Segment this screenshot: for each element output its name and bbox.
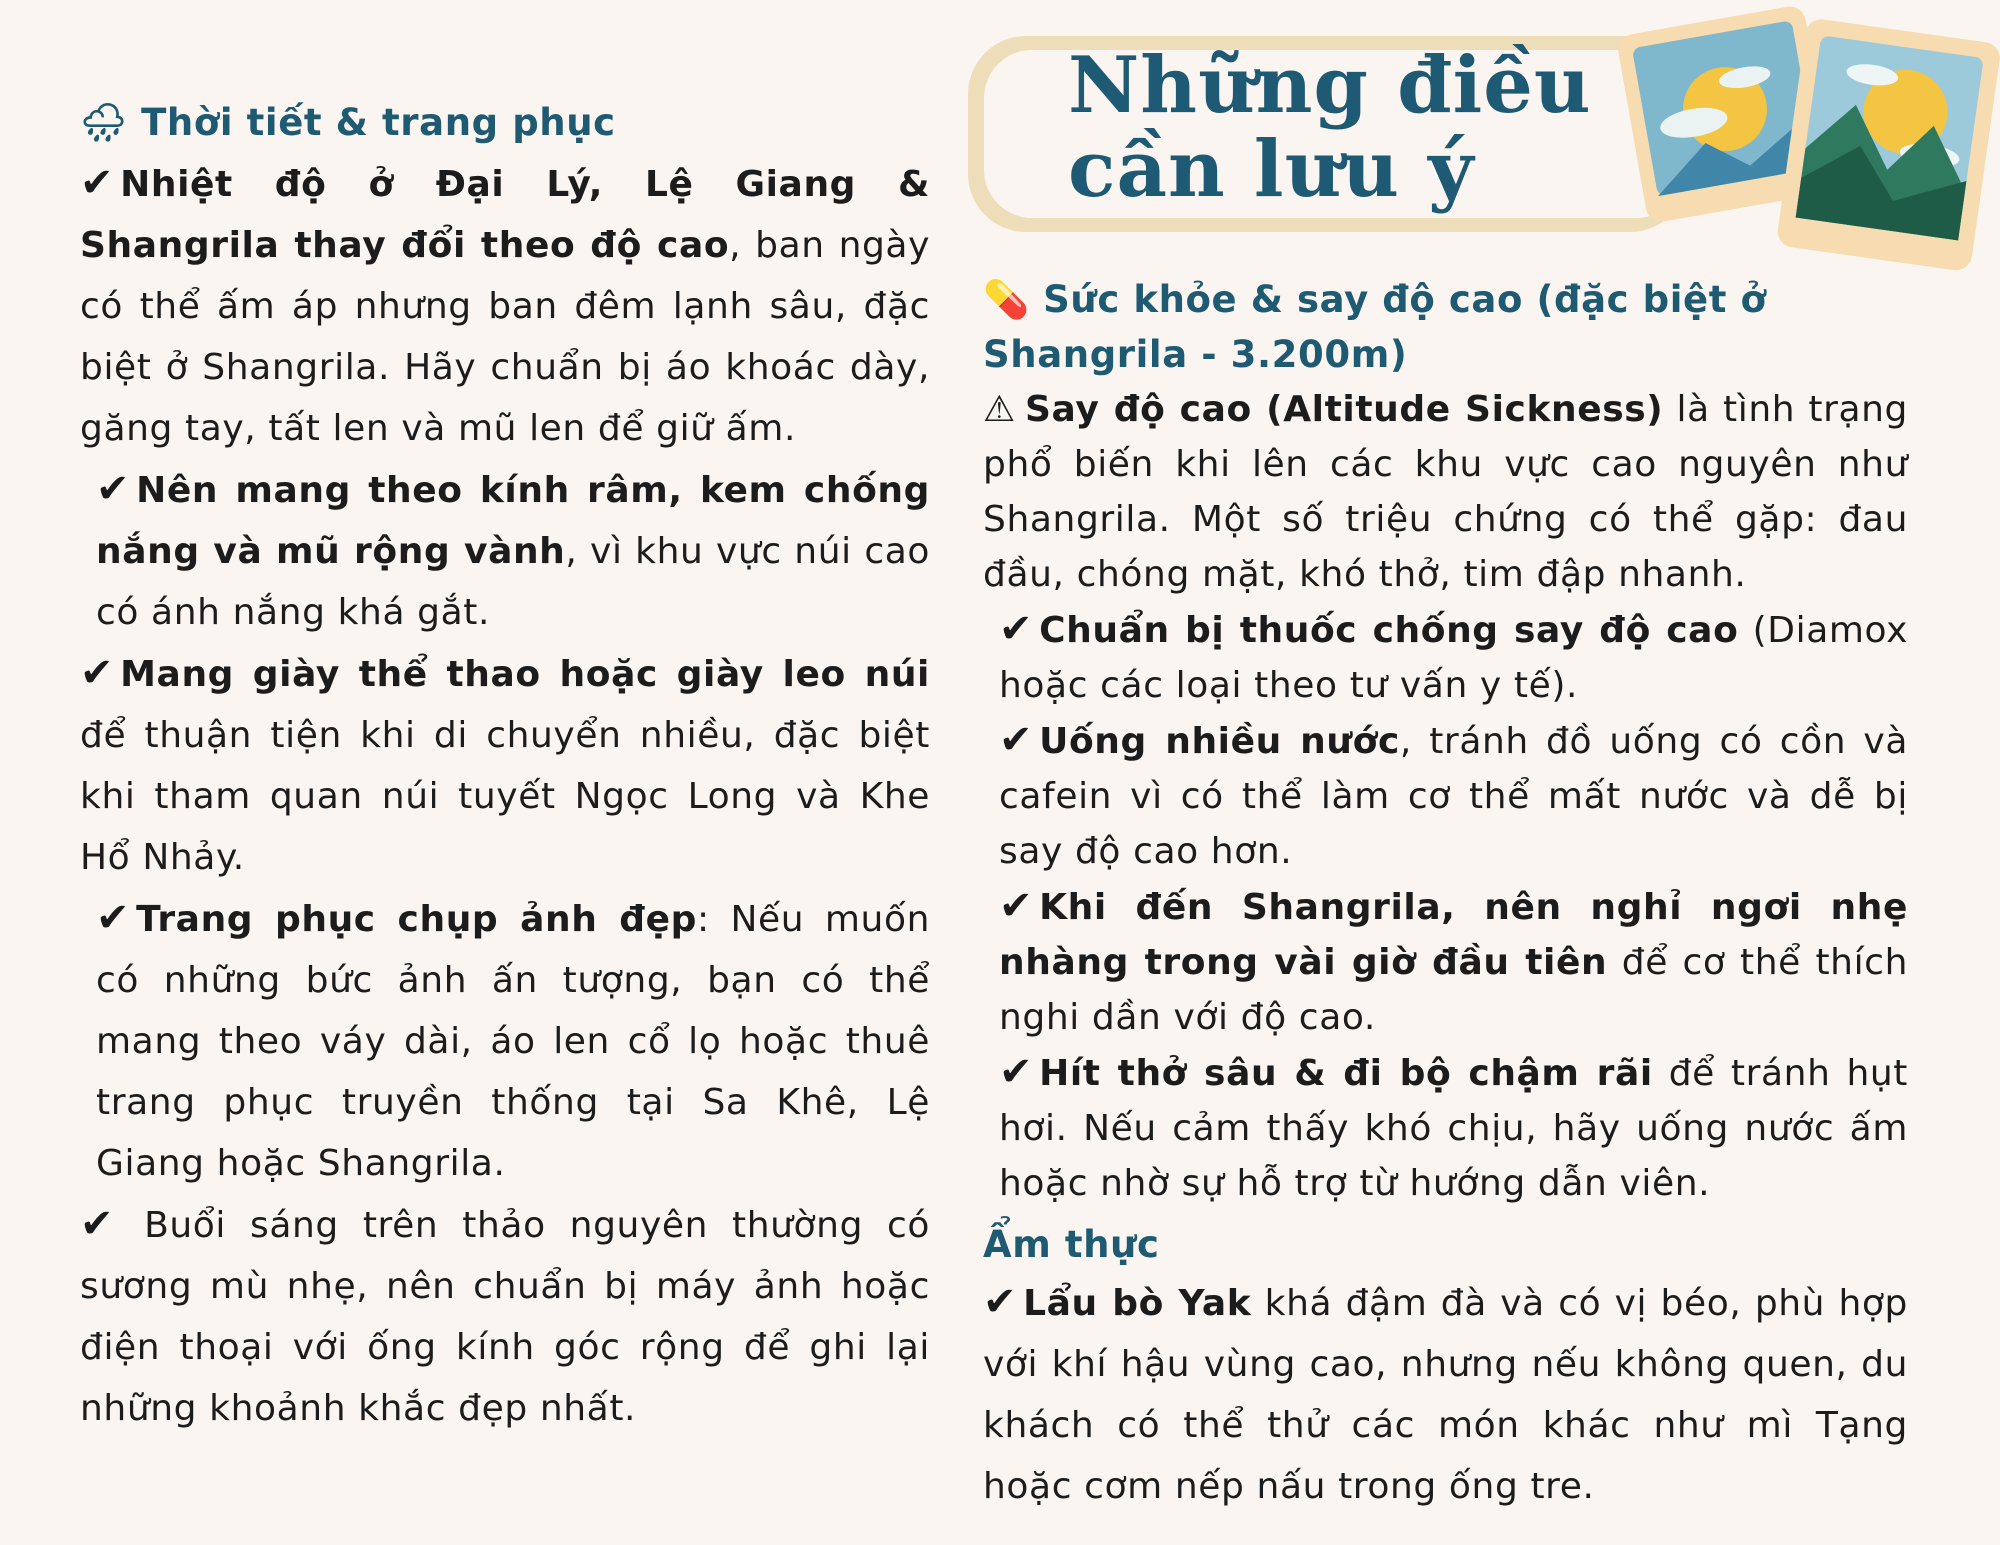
photo-card-front — [1776, 17, 2000, 272]
check-icon: ✔ — [999, 606, 1034, 652]
check-icon: ✔ — [96, 466, 131, 512]
health-heading — [983, 272, 1908, 382]
food-item-bold: Lẩu bò Yak — [1023, 1283, 1252, 1324]
health-item-bold: Uống nhiều nước — [1039, 721, 1400, 762]
weather-item-text: để thuận tiện khi di chuyển nhiều, đặc biệt khi tham quan núi tuyết Ngọc Long và Khe Hổ Nhảy. — [80, 715, 930, 878]
weather-item — [80, 153, 930, 459]
check-icon: ✔ — [80, 1201, 115, 1247]
health-item-text: để tránh hụt hơi. Nếu cảm thấy khó chịu, hãy uống nước ấm hoặc nhờ sự hỗ trợ từ hướng dẫn viên. — [999, 1053, 1908, 1204]
weather-item-bold: Nhiệt độ ở Đại Lý, Lệ Giang & Shangrila thay đổi theo độ cao — [80, 164, 930, 266]
weather-item-bold: Nên mang theo kính râm, kem chống nắng và mũ rộng vành — [96, 470, 930, 572]
health-item-text: để cơ thể thích nghi dần với độ cao. — [999, 942, 1908, 1038]
health-item — [983, 1045, 1908, 1211]
health-warning-text: là tình trạng phổ biến khi lên các khu vực cao nguyên như Shangrila. Một số triệu chứng có thể gặp: đau đầu, chóng mặt, khó thở, tim đập nhanh. — [983, 389, 1909, 595]
title-line-2: cần lưu ý — [1068, 124, 1475, 215]
warning-icon: ⚠ — [983, 389, 1018, 430]
health-warning-bold: Say độ cao (Altitude Sickness) — [1025, 389, 1664, 430]
health-item-text: , tránh đồ uống có cồn và cafein vì có thể làm cơ thể mất nước và dễ bị say độ cao hơn. — [999, 721, 1908, 872]
health-item — [983, 879, 1908, 1045]
weather-item-text: : Nếu muốn có những bức ảnh ấn tượng, bạn có thể mang theo váy dài, áo len cổ lọ hoặc thuê trang phục truyền thống tại Sa Khê, Lệ Giang hoặc Shangrila. — [96, 899, 930, 1184]
check-icon: ✔ — [999, 883, 1034, 929]
food-heading: Ẩm thực — [983, 1223, 1160, 1266]
weather-item — [80, 888, 930, 1194]
weather-item-bold: Mang giày thể thao hoặc giày leo núi — [120, 654, 930, 695]
food-item — [983, 1272, 1908, 1517]
health-item — [983, 602, 1908, 713]
health-item-bold: Hít thở sâu & đi bộ chậm rãi — [1039, 1053, 1653, 1094]
health-item — [983, 713, 1908, 879]
food-item-text: khá đậm đà và có vị béo, phù hợp với khí hậu vùng cao, nhưng nếu không quen, du khách có thể thử các món khác như mì Tạng hoặc cơm nếp nấu trong ống tre. — [983, 1283, 1908, 1507]
cloud-rain-icon: 🌧 — [80, 101, 128, 144]
weather-heading — [80, 92, 930, 153]
health-food-section — [983, 272, 1908, 1517]
page-title — [1068, 40, 1628, 215]
weather-item-text: Buổi sáng trên thảo nguyên thường có sương mù nhẹ, nên chuẩn bị máy ảnh hoặc điện thoại với ống kính góc rộng để ghi lại những khoảnh khắc đẹp nhất. — [80, 1205, 930, 1429]
weather-section — [80, 92, 930, 1439]
weather-item — [80, 643, 930, 888]
weather-item — [80, 459, 930, 643]
check-icon: ✔ — [80, 160, 115, 206]
health-item-text: (Diamox hoặc các loại theo tư vấn y tế). — [999, 610, 1908, 706]
check-icon: ✔ — [999, 717, 1034, 763]
weather-heading-text: Thời tiết & trang phục — [141, 101, 616, 144]
check-icon: ✔ — [80, 650, 115, 696]
landscape-photos-illustration — [1600, 0, 2000, 280]
check-icon: ✔ — [96, 895, 131, 941]
title-line-1: Những điều — [1068, 40, 1592, 131]
health-heading-text: Sức khỏe & say độ cao (đặc biệt ở Shangrila - 3.200m) — [983, 278, 1767, 376]
check-icon: ✔ — [999, 1049, 1034, 1095]
health-item-bold: Chuẩn bị thuốc chống say độ cao — [1039, 610, 1739, 651]
weather-item — [80, 1194, 930, 1439]
weather-item-text: , ban ngày có thể ấm áp nhưng ban đêm lạnh sâu, đặc biệt ở Shangrila. Hãy chuẩn bị áo khoác dày, găng tay, tất len và mũ len để giữ ấm. — [80, 225, 931, 449]
weather-item-bold: Trang phục chụp ảnh đẹp — [136, 899, 698, 940]
check-icon: ✔ — [983, 1279, 1018, 1325]
health-item-bold: Khi đến Shangrila, nên nghỉ ngơi nhẹ nhàng trong vài giờ đầu tiên — [999, 887, 1908, 983]
health-warning — [983, 382, 1908, 602]
pill-icon: 💊 — [983, 278, 1030, 321]
weather-item-text: , vì khu vực núi cao có ánh nắng khá gắt. — [96, 531, 930, 633]
